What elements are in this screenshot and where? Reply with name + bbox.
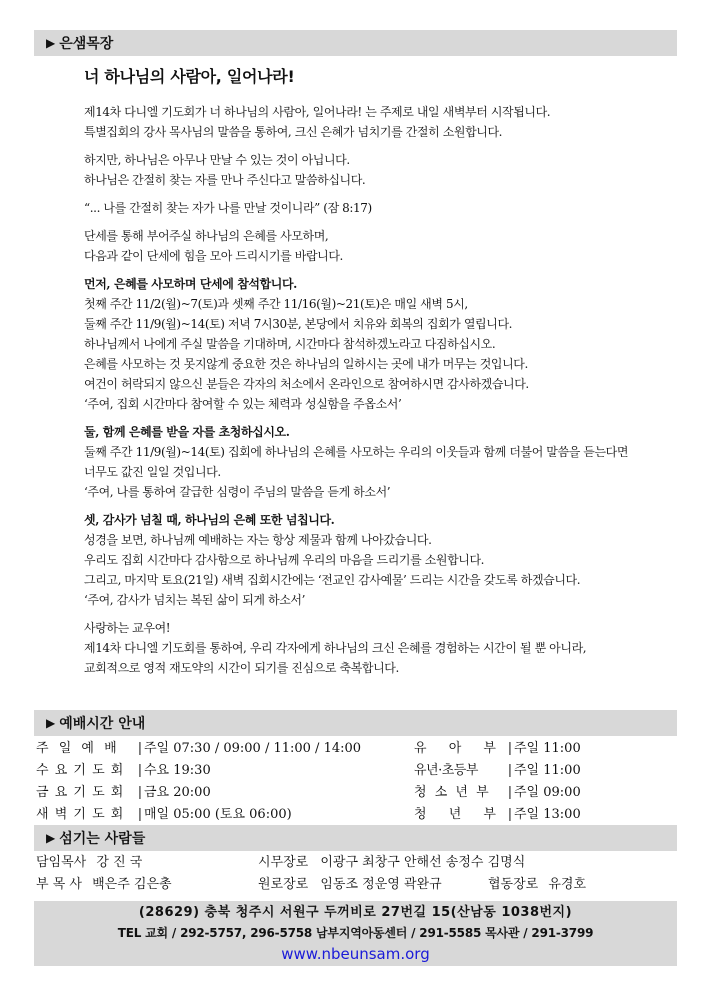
staff-role: 담임목사 [36, 855, 87, 870]
section-title: 예배시간 안내 [59, 716, 146, 732]
text-line: 사랑하는 교우여! [84, 621, 171, 635]
schedule-row [414, 804, 581, 826]
service-name: 청 소 년 부 [414, 785, 491, 800]
section-header-servants [34, 825, 677, 851]
letter-paragraph [84, 102, 674, 142]
section-title: 섬기는 사람들 [59, 831, 146, 847]
letter-quote [84, 198, 674, 218]
staff-names: 백은주 김은총 [92, 877, 172, 892]
point-heading: 셋, 감사가 넘칠 때, 하나님의 은혜 또한 넘칩니다. [84, 513, 335, 527]
separator: | [507, 741, 513, 756]
service-time: 주일 07:30 / 09:00 / 11:00 / 14:00 [144, 741, 362, 756]
separator: | [137, 763, 143, 778]
staff-names: 이광구 최창구 안해선 송정수 김명식 [320, 855, 526, 870]
text-line: 둘째 주간 11/9(월)~14(토) 저녁 7시30분, 본당에서 치유와 회복의 집회가 열립니다. [84, 317, 513, 331]
service-name: 유년·초등부 [414, 763, 478, 778]
letter-point [84, 274, 674, 414]
text-line: 하지만, 하나님은 아무나 만날 수 있는 것이 아닙니다. [84, 153, 350, 167]
service-time: 주일 09:00 [514, 785, 581, 800]
text-line: 특별집회의 강사 목사님의 말씀을 통하여, 크신 은혜가 넘치기를 간절히 소원합니다. [84, 125, 503, 139]
staff-row [258, 852, 525, 874]
separator: | [137, 785, 143, 800]
church-phone: TEL 교회 / 292-5757, 296-5758 남부지역아동센터 / 291-5585 목사관 / 291-3799 [117, 926, 594, 940]
text-line: 성경을 보면, 하나님께 예배하는 자는 항상 제물과 함께 나아갔습니다. [84, 533, 432, 547]
schedule-row [414, 738, 581, 760]
pastor-letter [84, 62, 674, 686]
separator: | [137, 741, 143, 756]
service-time: 매일 05:00 (토요 06:00) [144, 807, 292, 822]
church-website-link[interactable]: www.nbeunsam.org [281, 945, 430, 963]
text-line: ‘주여, 나를 통하여 갈급한 심령이 주님의 말씀을 듣게 하소서’ [84, 485, 391, 499]
triangle-right-icon: ▶ [46, 831, 56, 845]
staff-role: 시무장로 [258, 855, 309, 870]
schedule-row [36, 804, 292, 826]
service-name: 청 년 부 [414, 807, 505, 822]
staff-row [488, 874, 586, 896]
staff-names: 강 진 국 [96, 855, 143, 870]
triangle-right-icon: ▶ [46, 36, 56, 50]
separator: | [507, 785, 513, 800]
section-header-pastor [34, 30, 677, 56]
staff-names: 임동조 정운영 곽완규 [320, 877, 442, 892]
point-heading: 먼저, 은혜를 사모하며 단세에 참석합니다. [84, 277, 297, 291]
church-footer [34, 901, 677, 966]
text-line: 다음과 같이 단세에 힘을 모아 드리시기를 바랍니다. [84, 249, 343, 263]
service-time: 주일 11:00 [514, 763, 581, 778]
schedule-row [414, 760, 581, 782]
schedule-row [414, 782, 581, 804]
staff-role: 협동장로 [488, 877, 539, 892]
letter-closing [84, 618, 674, 678]
staff-row [258, 874, 442, 896]
separator: | [507, 763, 513, 778]
text-line: ‘주여, 집회 시간마다 참여할 수 있는 체력과 성실함을 주옵소서’ [84, 397, 402, 411]
text-line: ‘주여, 감사가 넘치는 복된 삶이 되게 하소서’ [84, 593, 305, 607]
staff-names: 유경호 [548, 877, 587, 892]
schedule-row [36, 760, 211, 782]
letter-point [84, 422, 674, 502]
text-line: “... 나를 간절히 찾는 자가 나를 만날 것이니라” (잠 8:17) [84, 201, 372, 215]
staff-role: 원로장로 [258, 877, 309, 892]
separator: | [137, 807, 143, 822]
staff-row [36, 852, 142, 874]
text-line: 교회적으로 영적 재도약의 시간이 되기를 진심으로 축복합니다. [84, 661, 399, 675]
service-time: 주일 11:00 [514, 741, 581, 756]
text-line: 너무도 값진 일일 것입니다. [84, 465, 221, 479]
service-time: 수요 19:30 [144, 763, 211, 778]
church-address: (28629) 충북 청주시 서원구 두꺼비로 27번길 15(산남동 1038번지) [138, 905, 573, 920]
text-line: 제14차 다니엘 기도회를 통하여, 우리 각자에게 하나님의 크신 은혜를 경험하는 시간이 될 뿐 아니라, [84, 641, 587, 655]
service-name: 유 아 부 [414, 741, 505, 756]
separator: | [507, 807, 513, 822]
triangle-right-icon: ▶ [46, 716, 56, 730]
service-name: 수 요 기 도 회 [36, 763, 125, 778]
service-name: 주 일 예 배 [36, 741, 120, 756]
text-line: 첫째 주간 11/2(월)~7(토)과 셋째 주간 11/16(월)~21(토)은 매일 새벽 5시, [84, 297, 468, 311]
letter-point [84, 510, 674, 610]
point-heading: 둘, 함께 은혜를 받을 자를 초청하십시오. [84, 425, 290, 439]
section-header-worship [34, 710, 677, 736]
service-time: 금요 20:00 [144, 785, 211, 800]
text-line: 단세를 통해 부어주실 하나님의 은혜를 사모하며, [84, 229, 329, 243]
text-line: 둘째 주간 11/9(월)~14(토) 집회에 하나님의 은혜를 사모하는 우리의 이웃들과 함께 더불어 말씀을 듣는다면 [84, 445, 629, 459]
text-line: 은혜를 사모하는 것 못지않게 중요한 것은 하나님의 일하시는 곳에 내가 머무는 것입니다. [84, 357, 528, 371]
text-line: 제14차 다니엘 기도회가 너 하나님의 사람아, 일어나라! 는 주제로 내일 새벽부터 시작됩니다. [84, 105, 551, 119]
schedule-row [36, 782, 211, 804]
text-line: 우리도 집회 시간마다 감사함으로 하나님께 우리의 마음을 드리기를 소원합니다. [84, 553, 485, 567]
text-line: 여건이 허락되지 않으신 분들은 각자의 처소에서 온라인으로 참여하시면 감사하겠습니다. [84, 377, 529, 391]
text-line: 하나님께서 나에게 주실 말씀을 기대하며, 시간마다 참석하겠노라고 다짐하십시오. [84, 337, 496, 351]
service-time: 주일 13:00 [514, 807, 581, 822]
section-title: 은샘목장 [59, 36, 114, 52]
service-name: 새 벽 기 도 회 [36, 807, 125, 822]
staff-row [36, 874, 172, 896]
service-name: 금 요 기 도 회 [36, 785, 125, 800]
schedule-row [36, 738, 361, 760]
text-line: 하나님은 간절히 찾는 자를 만나 주신다고 말씀하십니다. [84, 173, 366, 187]
letter-paragraph [84, 226, 674, 266]
letter-paragraph [84, 150, 674, 190]
letter-title: 너 하나님의 사람아, 일어나라! [84, 67, 295, 86]
text-line: 그리고, 마지막 토요(21일) 새벽 집회시간에는 ‘전교인 감사예물’ 드리는 시간을 갖도록 하겠습니다. [84, 573, 581, 587]
staff-role: 부 목 사 [36, 877, 82, 892]
